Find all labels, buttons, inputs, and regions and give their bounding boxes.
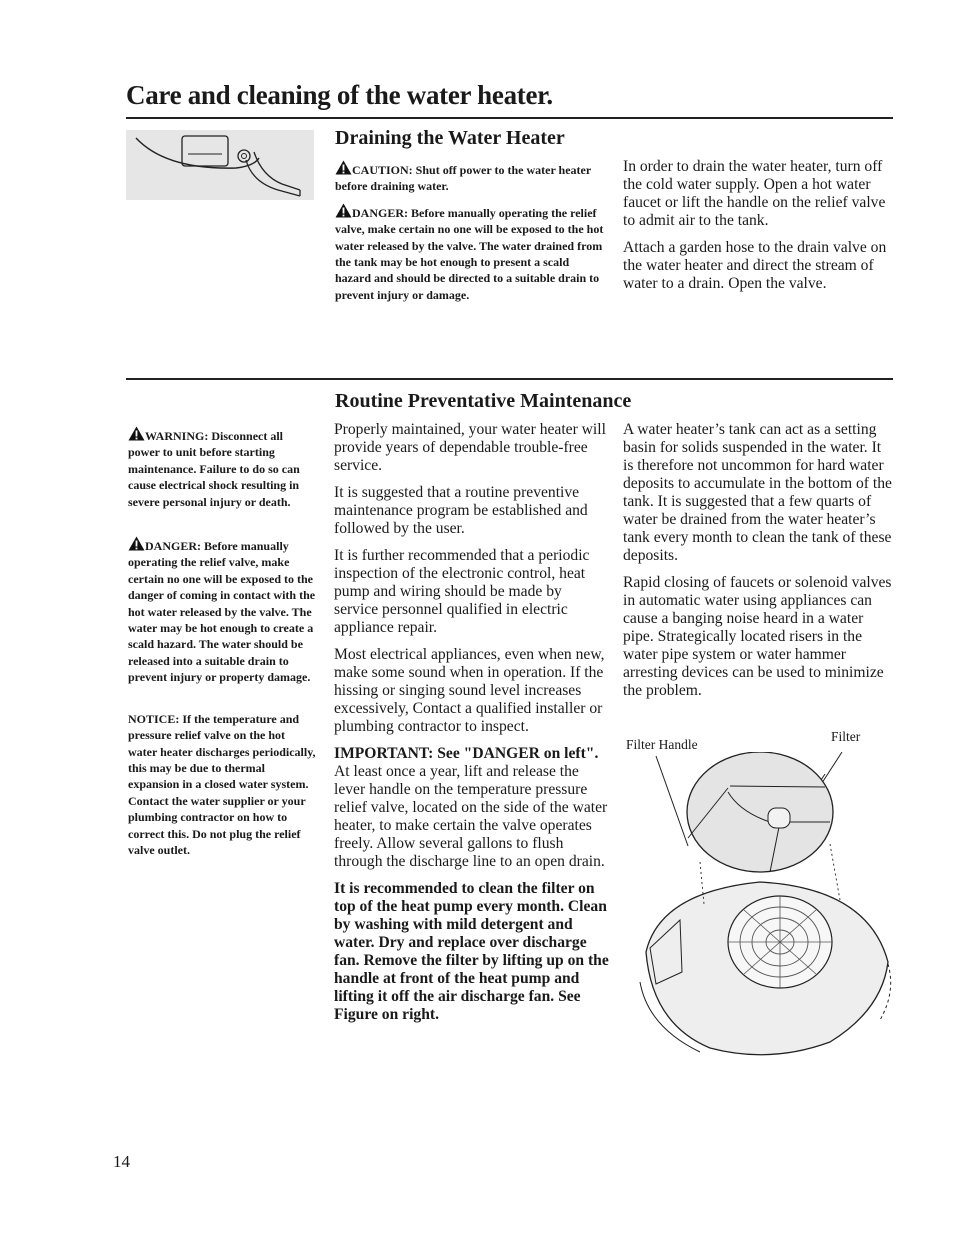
filter-cleaning-note: It is recommended to clean the filter on top of the heat pump every month. Clean by washing with mild detergent and water. Dry and replace over discharge fan. Remove the filter by lifting up on the handle at front of the heat pump and lifting it off the air discharge fan. See Figure on right. — [334, 880, 609, 1023]
warning-triangle-icon — [128, 536, 145, 551]
maintenance-column-1 — [334, 421, 609, 1033]
important-text: At least once a year, lift and release the lever handle on the temperature pressure relief valve, located on the side of the water heater, to make certain the valve operates freely. Allow several gallons to flush through the discharge line to an open drain. — [334, 763, 608, 870]
important-label: IMPORTANT: See "DANGER on left". — [334, 745, 599, 762]
draining-warnings — [335, 160, 605, 303]
title-rule — [126, 117, 893, 119]
warning-triangle-icon — [335, 160, 352, 175]
maintenance-heading: Routine Preventative Maintenance — [335, 390, 632, 412]
warning-triangle-icon — [335, 203, 352, 218]
maintenance-danger-note — [128, 536, 316, 686]
figure-label-filter: Filter — [831, 729, 861, 744]
warning-triangle-icon — [128, 426, 145, 441]
section-rule — [126, 378, 893, 380]
danger-label: DANGER: — [145, 539, 201, 554]
page-title: Care and cleaning of the water heater. — [126, 80, 553, 110]
page-number: 14 — [113, 1152, 130, 1171]
draining-paragraph: Attach a garden hose to the drain valve on the water heater and direct the stream of water to a drain. Open the valve. — [623, 239, 887, 292]
draining-danger-note — [335, 203, 605, 303]
maintenance-paragraph: It is further recommended that a periodic inspection of the electronic control, heat pump and wiring should be made by service personnel qualified in electric appliance repair. — [334, 547, 590, 636]
danger-text: Before manually operating the relief valve, make certain no one will be exposed to the hot water released by the valve. The water drained from the tank may be hot enough to present a scald hazard and should be directed to a suitable drain to prevent injury or damage. — [335, 205, 604, 302]
heat-pump-filter-illustration — [620, 752, 896, 1064]
warning-text: Disconnect all power to unit before starting maintenance. Failure to do so can cause electrical shock resulting in severe personal injury or death. — [128, 429, 300, 509]
maintenance-warnings — [128, 426, 316, 858]
maintenance-paragraph: A water heater’s tank can act as a setting basin for solids suspended in the water. It is therefore not uncommon for hard water deposits to accumulate in the bottom of the tank. It is suggested that a few quarts of water be drained from the water heater’s tank every month to clean the tank of these deposits. — [623, 421, 892, 564]
draining-heading: Draining the Water Heater — [335, 127, 565, 149]
important-paragraph — [334, 745, 609, 871]
notice-note: NOTICE: If the temperature and pressure relief valve on the hot water heater discharges periodically, this may be due to thermal expansion in a closed water system. Contact the water supplier or your plumbing contractor on how to correct this. Do not plug the relief valve outlet. — [128, 711, 316, 857]
draining-body — [623, 158, 895, 302]
drain-valve-illustration — [126, 130, 314, 200]
maintenance-column-2 — [623, 421, 895, 709]
maintenance-paragraph: Most electrical appliances, even when new, make some sound when in operation. If the hissing or singing sound level increases excessively, Contact a qualified installer or plumbing contractor to inspect. — [334, 646, 605, 735]
caution-text: Shut off power to the water heater before draining water. — [335, 163, 591, 194]
draining-paragraph: In order to drain the water heater, turn off the cold water supply. Open a hot water faucet or lift the handle on the relief valve to admit air to the tank. — [623, 158, 886, 229]
caution-label: CAUTION: — [352, 163, 413, 177]
maintenance-paragraph: Properly maintained, your water heater will provide years of dependable trouble-free service. — [334, 421, 606, 474]
warning-note — [128, 426, 316, 510]
maintenance-paragraph: Rapid closing of faucets or solenoid valves in automatic water using appliances can cause a banging noise heard in a water pipe. Strategically located risers in the water pipe system or water hammer arresting devices can be used to minimize the problem. — [623, 574, 892, 699]
danger-label: DANGER: — [352, 205, 408, 220]
figure-label-filter-handle: Filter Handle — [626, 737, 698, 752]
warning-label: WARNING: — [145, 429, 209, 443]
caution-note — [335, 160, 605, 195]
danger-text: Before manually operating the relief valve, make certain no one will be exposed to the danger of coming in contact with the hot water released by the valve. The water may be hot enough to create a scald hazard. The water should be released into a suitable drain to prevent injury or property damage. — [128, 539, 316, 685]
maintenance-paragraph: It is suggested that a routine preventive maintenance program be established and followed by the user. — [334, 484, 588, 537]
